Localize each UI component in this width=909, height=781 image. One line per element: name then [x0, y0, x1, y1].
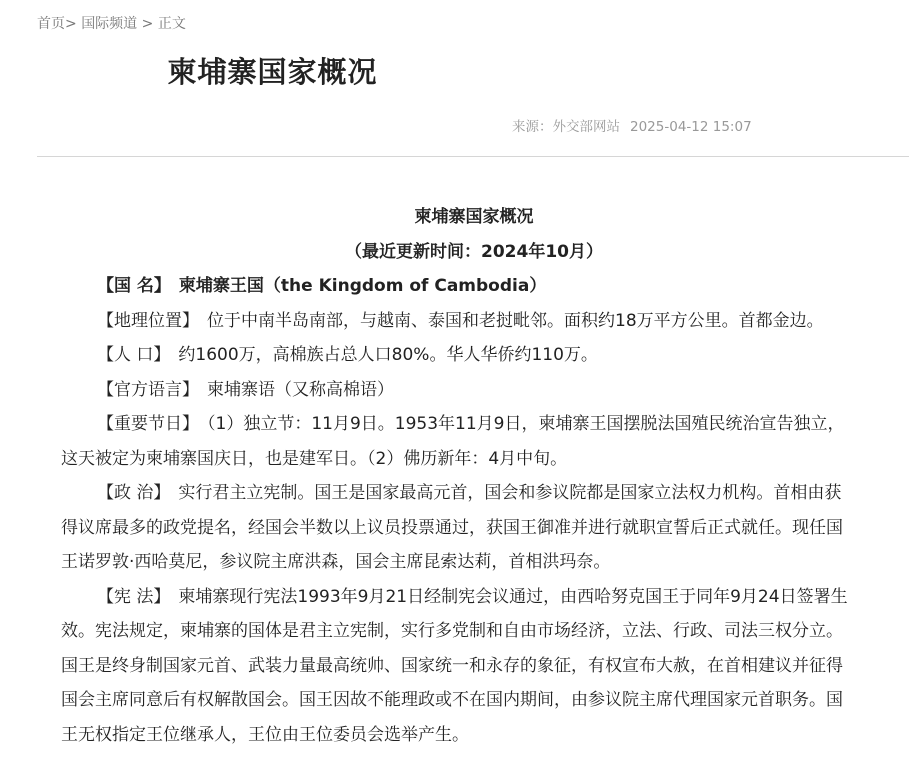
page-title-text: 柬埔寨国家概况 [167, 55, 378, 89]
section-label: 【宪 法】 [97, 586, 171, 607]
section-label: 【人 口】 [97, 345, 171, 365]
section-text: 柬埔寨现行宪法1993年9月21日经制宪会议通过，由西哈努克国王于同年9月24日签署生效。宪法规定，柬埔寨的国体是君主立宪制，实行多党制和自由市场经济，立法、行政、司法三权分立。国王是终身制国家元首、武装力量最高统帅、国家统一和永存的象征，有权宣布大赦，在首相建议并征得国会主席同意后有权解散国会。国王因故不能理政或不在国内期间，由参议院主席代理国家元首职务。国王无权指定王位继承人，王位由王位委员会选举产生。 [61, 586, 848, 745]
section-country-name [61, 269, 857, 304]
page-title [0, 50, 909, 91]
section-geography [61, 304, 857, 339]
section-text: 柬埔寨王国（the Kingdom of Cambodia） [178, 276, 547, 296]
breadcrumb-home-link[interactable]: 首页 [37, 16, 65, 32]
breadcrumb-channel-link[interactable]: 国际频道 [81, 16, 138, 32]
breadcrumb [37, 13, 186, 33]
article-source: 来源：外交部网站 [512, 119, 620, 135]
section-population [61, 338, 857, 373]
section-label: 【官方语言】 [97, 379, 199, 400]
article-body [61, 200, 857, 752]
section-text: （1）独立节：11月9日。1953年11月9日，柬埔寨王国摆脱法国殖民统治宣告独立，这天被定为柬埔寨国庆日，也是建军日。（2）佛历新年：4月中旬。 [61, 414, 845, 469]
article-heading: 柬埔寨国家概况 [414, 207, 534, 227]
section-holidays [61, 407, 857, 476]
article-datetime: 2025-04-12 15:07 [630, 119, 752, 135]
section-politics [61, 476, 857, 580]
section-label: 【重要节日】 [97, 414, 199, 434]
article-updated: （最近更新时间：2024年10月） [345, 241, 603, 262]
section-constitution [61, 580, 857, 753]
section-text: 位于中南半岛南部，与越南、泰国和老挝毗邻。面积约18万平方公里。首都金边。 [207, 310, 824, 331]
section-language [61, 373, 857, 408]
section-label: 【地理位置】 [97, 310, 199, 331]
breadcrumb-current: 正文 [157, 16, 186, 32]
header-divider [37, 156, 909, 157]
section-text: 实行君主立宪制。国王是国家最高元首，国会和参议院都是国家立法权力机构。首相由获得议席最多的政党提名，经国会半数以上议员投票通过，获国王御准并进行就职宣誓后正式就任。现任国王诺罗敦·西哈莫尼，参议院主席洪森，国会主席昆索达莉，首相洪玛奈。 [61, 483, 843, 572]
section-label: 【国 名】 [97, 276, 171, 296]
article-meta [512, 115, 752, 135]
section-text: 约1600万，高棉族占总人口80%。华人华侨约110万。 [178, 345, 598, 365]
breadcrumb-separator: > [65, 16, 77, 32]
section-label: 【政 治】 [97, 483, 171, 503]
section-text: 柬埔寨语（又称高棉语） [207, 379, 394, 400]
breadcrumb-separator: > [141, 16, 154, 32]
